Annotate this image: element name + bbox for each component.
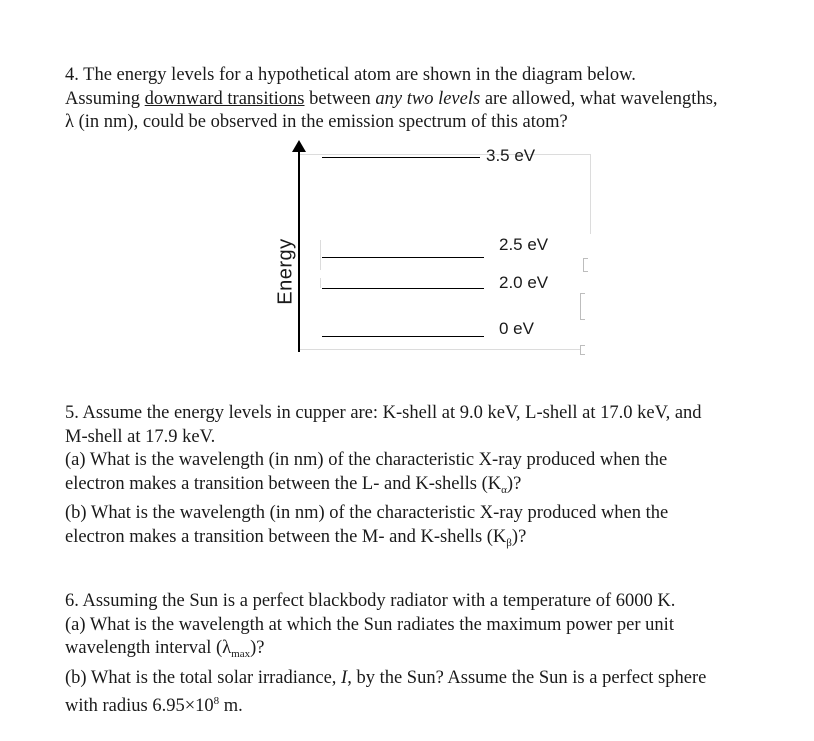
question-4 bbox=[65, 64, 718, 135]
q5-line-4-pre: electron makes a transition between the L- and K-shells (K bbox=[65, 473, 502, 494]
energy-level-label: 2.0 eV bbox=[499, 273, 549, 292]
exponent-superscript: 8 bbox=[213, 695, 220, 707]
diagram-faint-bracket-2 bbox=[580, 293, 585, 320]
irradiance-symbol: I bbox=[341, 667, 348, 688]
q4-italic-text: any two levels bbox=[375, 88, 481, 109]
energy-level-label: 0 eV bbox=[499, 319, 534, 338]
q5-line-6-pre: electron makes a transition between the M- and K-shells (K bbox=[65, 526, 507, 547]
q6-line-3-pre: wavelength interval (λ bbox=[65, 638, 232, 658]
q5-line-3: (a) What is the wavelength (in nm) of the characteristic X-ray produced when the bbox=[65, 450, 668, 470]
diagram-faint-frame-top bbox=[300, 154, 590, 155]
q5-line-4 bbox=[65, 473, 702, 503]
energy-level-diagram bbox=[250, 140, 600, 355]
q5-line-4-post: )? bbox=[506, 473, 522, 494]
energy-axis-label: Energy bbox=[274, 238, 297, 305]
diagram-faint-frame-right bbox=[590, 154, 591, 234]
lambda-max-subscript: max bbox=[231, 648, 251, 660]
diagram-faint-bracket-3 bbox=[580, 345, 585, 355]
q5-line-2: M-shell at 17.9 keV. bbox=[65, 426, 216, 447]
diagram-faint-tick-2 bbox=[320, 278, 321, 288]
q6-line-4-pre: (b) What is the total solar irradiance, bbox=[65, 667, 342, 688]
q4-line-3: λ (in nm), could be observed in the emission spectrum of this atom? bbox=[65, 112, 568, 132]
q5-line-1: 5. Assume the energy levels in cupper are: K-shell at 9.0 keV, L-shell at 17.0 keV, and bbox=[65, 403, 702, 423]
k-alpha-subscript: α bbox=[501, 483, 507, 496]
q6-line-4-post: , by the Sun? Assume the Sun is a perfect sphere bbox=[347, 667, 707, 688]
q6-line-3 bbox=[65, 637, 706, 667]
question-5 bbox=[65, 402, 702, 555]
energy-level-label: 2.5 eV bbox=[499, 235, 549, 254]
q6-line-3-post: )? bbox=[250, 638, 265, 658]
energy-axis bbox=[298, 148, 300, 352]
q4-underlined-text: downward transitions bbox=[144, 88, 305, 109]
energy-level-line bbox=[322, 336, 484, 337]
energy-level-line bbox=[322, 288, 484, 289]
diagram-faint-bracket-1 bbox=[583, 258, 588, 272]
q5-line-5: (b) What is the wavelength (in nm) of the characteristic X-ray produced when the bbox=[65, 503, 669, 523]
energy-level-label: 3.5 eV bbox=[486, 146, 536, 165]
q6-line-1: 6. Assuming the Sun is a perfect blackbody radiator with a temperature of 6000 K. bbox=[65, 591, 676, 611]
question-6 bbox=[65, 590, 706, 719]
q4-line-2-mid: between bbox=[304, 88, 376, 109]
q4-line-2-post: are allowed, what wavelengths, bbox=[480, 88, 718, 109]
q6-line-4 bbox=[65, 667, 706, 691]
q6-line-5-pre: with radius 6.95×10 bbox=[65, 696, 214, 716]
q6-line-5 bbox=[65, 690, 706, 719]
diagram-faint-frame-bottom bbox=[300, 349, 580, 350]
diagram-faint-tick-1 bbox=[320, 240, 321, 270]
q4-line-2-pre: Assuming bbox=[65, 88, 145, 109]
q6-line-5-post: m. bbox=[219, 696, 243, 716]
q4-line-1: 4. The energy levels for a hypothetical atom are shown in the diagram below. bbox=[65, 65, 636, 85]
q4-line-2 bbox=[65, 88, 718, 112]
q5-line-6 bbox=[65, 526, 702, 556]
q6-line-2: (a) What is the wavelength at which the Sun radiates the maximum power per unit bbox=[65, 614, 674, 635]
q5-line-6-post: )? bbox=[511, 526, 527, 547]
energy-level-line bbox=[322, 257, 484, 258]
k-beta-subscript: β bbox=[506, 536, 512, 549]
energy-level-line bbox=[322, 157, 480, 158]
